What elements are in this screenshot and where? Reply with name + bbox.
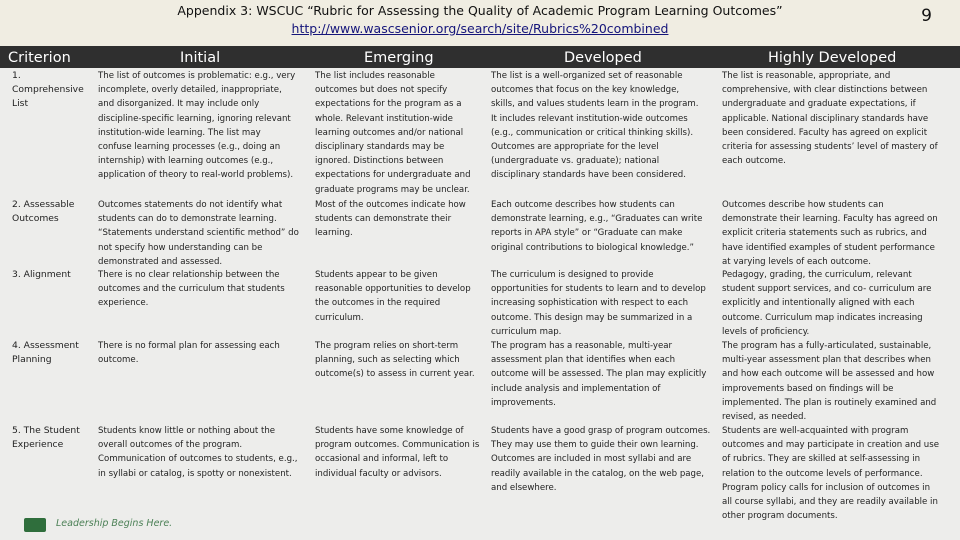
institution-logo-icon bbox=[24, 518, 46, 532]
emerging-cell: Students have some knowledge of program outcomes. Communication is occasional and informal, left to individual faculty or advisors. bbox=[315, 426, 480, 479]
highly-developed-cell: Students are well-acquainted with program outcomes and may participate in creation and use of rubrics. They are skilled at self-assessing in relation to the outcome levels of performance. Program policy calls for inclusion of outcomes in all course syllabi, and they are readily available in other program documents. bbox=[722, 426, 940, 522]
initial-cell: Students know little or nothing about the overall outcomes of the program. Communication of outcomes to students, e.g., in syllabi or catalog, is spotty or nonexistent. bbox=[98, 426, 298, 479]
emerging-cell: Most of the outcomes indicate how students can demonstrate their learning. bbox=[315, 200, 466, 239]
highly-developed-cell: Outcomes describe how students can demonstrate their learning. Faculty has agreed on explicit criteria statements such as rubrics, and have identified examples of student performance at varying levels of each outcome. bbox=[722, 200, 938, 267]
page-title: Appendix 3: WSCUC “Rubric for Assessing the Quality of Academic Program Learning Outcomes” bbox=[177, 3, 783, 18]
column-header-criterion: Criterion bbox=[8, 50, 71, 66]
rubric-link[interactable]: http://www.wascsenior.org/search/site/Rubrics%20combined bbox=[291, 21, 669, 36]
column-header-developed: Developed bbox=[564, 50, 642, 66]
developed-cell: The curriculum is designed to provide opportunities for students to learn and to develop increasing sophistication with respect to each outcome. This design may be summarized in a curriculum map. bbox=[491, 270, 706, 337]
rubric-table-body bbox=[0, 68, 960, 540]
footer-logo bbox=[24, 516, 194, 534]
criterion-cell: 5. The Student Experience bbox=[12, 425, 80, 451]
criterion-cell: 4. Assessment Planning bbox=[12, 340, 79, 366]
highly-developed-cell: The program has a fully-articulated, sustainable, multi-year assessment plan that describes when and how each outcome will be assessed and how improvements based on findings will be implemented. The plan is routinely examined and revised, as needed. bbox=[722, 341, 937, 423]
emerging-cell: Students appear to be given reasonable opportunities to develop the outcomes in the required curriculum. bbox=[315, 270, 471, 323]
emerging-cell: The program relies on short-term planning, such as selecting which outcome(s) to assess in current year. bbox=[315, 341, 475, 380]
criterion-cell: 2. Assessable Outcomes bbox=[12, 199, 75, 225]
table-header-row bbox=[0, 46, 960, 68]
highly-developed-cell: Pedagogy, grading, the curriculum, relevant student support services, and co- curriculum are explicitly and intentionally aligned with each outcome. Curriculum map indicates increasing levels of proficiency. bbox=[722, 270, 932, 337]
column-header-initial: Initial bbox=[180, 50, 221, 66]
developed-cell: Each outcome describes how students can demonstrate learning, e.g., “Graduates can write reports in APA style” or “Graduate can make original contributions to biological knowledge.” bbox=[491, 200, 703, 253]
highly-developed-cell: The list is reasonable, appropriate, and comprehensive, with clear distinctions between undergraduate and graduate expectations, if applicable. National disciplinary standards have been considered. Faculty has agreed on explicit criteria for assessing students’ level of mastery of each outcome. bbox=[722, 71, 938, 167]
initial-cell: The list of outcomes is problematic: e.g., very incomplete, overly detailed, inappropriate, and disorganized. It may include only discipline-specific learning, ignoring relevant institution-wide learning. The list may confuse learning processes (e.g., doing an internship) with learning outcomes (e.g., application of theory to real-world problems). bbox=[98, 71, 296, 181]
criterion-cell: 3. Alignment bbox=[12, 269, 71, 280]
logo-tagline: Leadership Begins Here. bbox=[56, 518, 173, 529]
emerging-cell: The list includes reasonable outcomes but does not specify expectations for the program as a whole. Relevant institution-wide learning outcomes and/or national disciplinary standards may be ignored. Distinctions between expectations for undergraduate and graduate programs may be unclear. bbox=[315, 71, 471, 195]
initial-cell: There is no formal plan for assessing each outcome. bbox=[98, 341, 280, 366]
criterion-cell: 1. Comprehensive List bbox=[12, 70, 84, 110]
developed-cell: The list is a well-organized set of reasonable outcomes that focus on the key knowledge, skills, and values students learn in the program. It includes relevant institution-wide outcomes (e.g., communication or critical thinking skills). Outcomes are appropriate for the level (undergraduate vs. graduate); national disciplinary standards have been considered. bbox=[491, 71, 699, 181]
initial-cell: Outcomes statements do not identify what students can do to demonstrate learning. “Statements understand scientific method” do not specify how understanding can be demonstrated and assessed. bbox=[98, 200, 299, 267]
column-header-highly-developed: Highly Developed bbox=[768, 50, 897, 66]
developed-cell: The program has a reasonable, multi-year assessment plan that identifies when each outcome will be assessed. The plan may explicitly include analysis and implementation of improvements. bbox=[491, 341, 707, 408]
page-number: 9 bbox=[921, 6, 932, 26]
column-header-emerging: Emerging bbox=[364, 50, 434, 66]
page-header bbox=[0, 0, 960, 44]
initial-cell: There is no clear relationship between the outcomes and the curriculum that students experience. bbox=[98, 270, 285, 309]
developed-cell: Students have a good grasp of program outcomes. They may use them to guide their own learning. Outcomes are included in most syllabi and are readily available in the catalog, on the web page, and elsewhere. bbox=[491, 426, 711, 493]
